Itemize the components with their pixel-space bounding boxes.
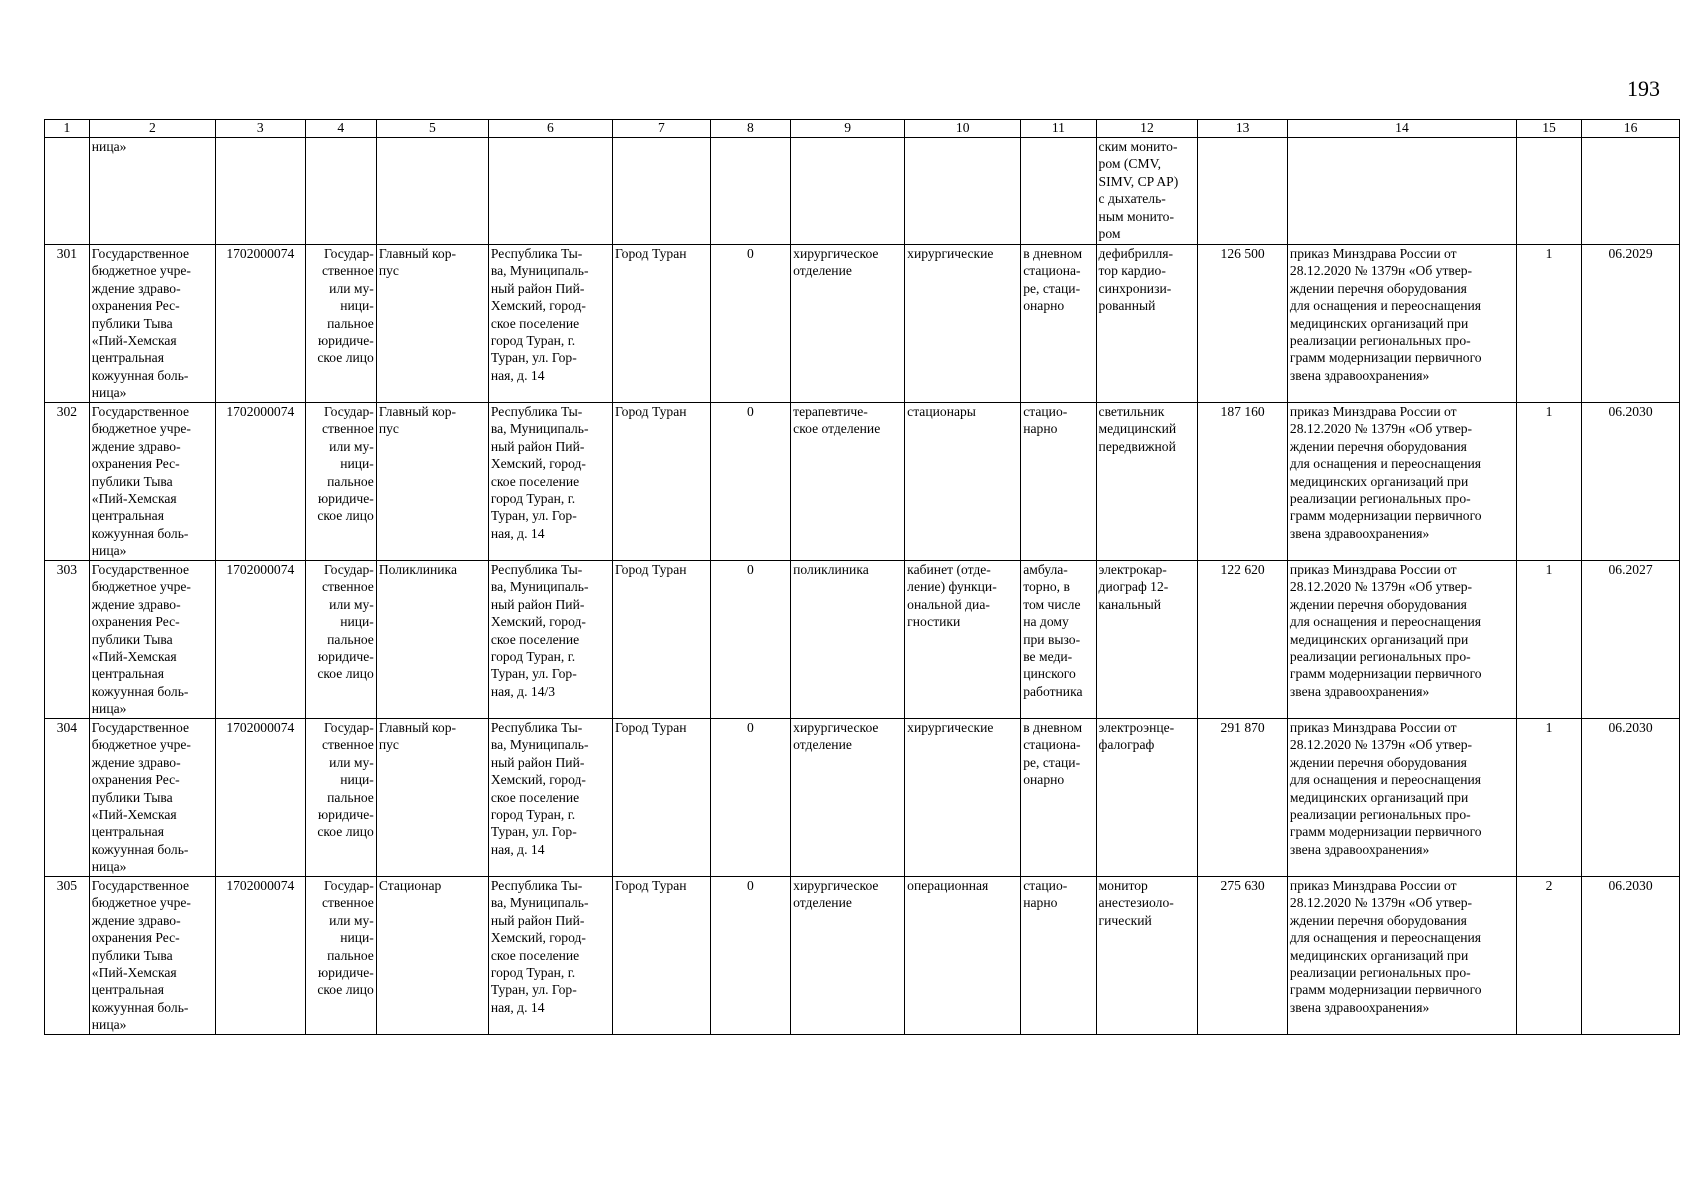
inn-cell: 1702000074 bbox=[216, 245, 306, 403]
org-name-cell: Государственное бюджетное учре- ждение здраво- охранения Рес- публики Тыва «Пий-Хемская центральная кожуунная боль- ница» bbox=[89, 245, 215, 403]
column-header: 3 bbox=[216, 120, 306, 138]
address-cell: Республика Ты- ва, Муниципаль- ный район Пий- Хемский, город- ское поселение город Туран, г. Туран, ул. Гор- ная, д. 14 bbox=[488, 403, 612, 561]
care-mode-cell: амбула- торно, в том числе на дому при вызо- ве меди- цинского работника bbox=[1021, 561, 1096, 719]
column-header: 15 bbox=[1516, 120, 1581, 138]
basis-cell: приказ Минздрава России от 28.12.2020 № 1379н «Об утвер- ждении перечня оборудования для оснащения и переоснащения медицинских организаций при реализации региональных про- грамм модернизации первичного звена здравоохранения» bbox=[1287, 877, 1516, 1035]
table-row bbox=[45, 561, 1680, 719]
department-cell: хирургическое отделение bbox=[791, 719, 905, 877]
continuation-row bbox=[45, 138, 1680, 245]
table-row bbox=[45, 245, 1680, 403]
building-cell: Главный кор- пус bbox=[376, 245, 488, 403]
basis-cell: приказ Минздрава России от 28.12.2020 № 1379н «Об утвер- ждении перечня оборудования для оснащения и переоснащения медицинских организаций при реализации региональных про- грамм модернизации первичного звена здравоохранения» bbox=[1287, 403, 1516, 561]
column-header: 11 bbox=[1021, 120, 1096, 138]
building-cell: Главный кор- пус bbox=[376, 719, 488, 877]
column-header: 1 bbox=[45, 120, 90, 138]
date-cell: 06.2030 bbox=[1582, 877, 1680, 1035]
unit-cell: операционная bbox=[905, 877, 1021, 1035]
basis-cell: приказ Минздрава России от 28.12.2020 № 1379н «Об утвер- ждении перечня оборудования для оснащения и переоснащения медицинских организаций при реализации региональных про- грамм модернизации первичного звена здравоохранения» bbox=[1287, 245, 1516, 403]
building-cell: Стационар bbox=[376, 877, 488, 1035]
address-cell: Республика Ты- ва, Муниципаль- ный район Пий- Хемский, город- ское поселение город Туран, г. Туран, ул. Гор- ная, д. 14/3 bbox=[488, 561, 612, 719]
table-cell bbox=[305, 138, 376, 245]
quantity-cell: 1 bbox=[1516, 561, 1581, 719]
locality-cell: Город Туран bbox=[613, 877, 711, 1035]
table-cell bbox=[1516, 138, 1581, 245]
column-header: 16 bbox=[1582, 120, 1680, 138]
row-number-cell: 304 bbox=[45, 719, 90, 877]
locality-cell: Город Туран bbox=[613, 719, 711, 877]
address-cell: Республика Ты- ва, Муниципаль- ный район Пий- Хемский, город- ское поселение город Туран, г. Туран, ул. Гор- ная, д. 14 bbox=[488, 719, 612, 877]
column-header: 2 bbox=[89, 120, 215, 138]
locality-cell: Город Туран bbox=[613, 561, 711, 719]
price-cell: 126 500 bbox=[1198, 245, 1288, 403]
equipment-cell: электроэнце- фалограф bbox=[1096, 719, 1198, 877]
department-cell: хирургическое отделение bbox=[791, 877, 905, 1035]
value-cell: 0 bbox=[710, 245, 790, 403]
building-cell: Главный кор- пус bbox=[376, 403, 488, 561]
owner-type-cell: Государ- ственное или му- ници- пальное юридиче- ское лицо bbox=[305, 719, 376, 877]
column-header: 12 bbox=[1096, 120, 1198, 138]
column-header: 8 bbox=[710, 120, 790, 138]
page-number: 193 bbox=[1627, 76, 1660, 101]
table-cell bbox=[488, 138, 612, 245]
quantity-cell: 1 bbox=[1516, 719, 1581, 877]
table-row bbox=[45, 877, 1680, 1035]
row-number-cell: 303 bbox=[45, 561, 90, 719]
org-name-cell: Государственное бюджетное учре- ждение здраво- охранения Рес- публики Тыва «Пий-Хемская центральная кожуунная боль- ница» bbox=[89, 561, 215, 719]
date-cell: 06.2027 bbox=[1582, 561, 1680, 719]
table-row bbox=[45, 719, 1680, 877]
unit-cell: стационары bbox=[905, 403, 1021, 561]
inn-cell: 1702000074 bbox=[216, 877, 306, 1035]
table-cell bbox=[1582, 138, 1680, 245]
owner-type-cell: Государ- ственное или му- ници- пальное юридиче- ское лицо bbox=[305, 403, 376, 561]
column-numbers-row bbox=[45, 120, 1680, 138]
address-cell: Республика Ты- ва, Муниципаль- ный район Пий- Хемский, город- ское поселение город Туран, г. Туран, ул. Гор- ная, д. 14 bbox=[488, 245, 612, 403]
table-cell bbox=[1287, 138, 1516, 245]
unit-cell: хирургические bbox=[905, 719, 1021, 877]
equipment-cell: светильник медицинский передвижной bbox=[1096, 403, 1198, 561]
quantity-cell: 1 bbox=[1516, 245, 1581, 403]
owner-type-cell: Государ- ственное или му- ници- пальное юридиче- ское лицо bbox=[305, 245, 376, 403]
org-name-cell: Государственное бюджетное учре- ждение здраво- охранения Рес- публики Тыва «Пий-Хемская центральная кожуунная боль- ница» bbox=[89, 403, 215, 561]
building-cell: Поликлиника bbox=[376, 561, 488, 719]
row-number-cell: 302 bbox=[45, 403, 90, 561]
column-header: 9 bbox=[791, 120, 905, 138]
price-cell: 291 870 bbox=[1198, 719, 1288, 877]
care-mode-cell: стацио- нарно bbox=[1021, 877, 1096, 1035]
table-cell bbox=[376, 138, 488, 245]
address-cell: Республика Ты- ва, Муниципаль- ный район Пий- Хемский, город- ское поселение город Туран, г. Туран, ул. Гор- ная, д. 14 bbox=[488, 877, 612, 1035]
locality-cell: Город Туран bbox=[613, 245, 711, 403]
value-cell: 0 bbox=[710, 719, 790, 877]
table-cell bbox=[1021, 138, 1096, 245]
table-cell bbox=[45, 138, 90, 245]
org-name-cell: ница» bbox=[89, 138, 215, 245]
basis-cell: приказ Минздрава России от 28.12.2020 № 1379н «Об утвер- ждении перечня оборудования для оснащения и переоснащения медицинских организаций при реализации региональных про- грамм модернизации первичного звена здравоохранения» bbox=[1287, 719, 1516, 877]
care-mode-cell: в дневном стациона- ре, стаци- онарно bbox=[1021, 245, 1096, 403]
table-cell bbox=[1198, 138, 1288, 245]
column-header: 5 bbox=[376, 120, 488, 138]
column-header: 14 bbox=[1287, 120, 1516, 138]
equipment-cell: электрокар- диограф 12- канальный bbox=[1096, 561, 1198, 719]
basis-cell: приказ Минздрава России от 28.12.2020 № 1379н «Об утвер- ждении перечня оборудования для оснащения и переоснащения медицинских организаций при реализации региональных про- грамм модернизации первичного звена здравоохранения» bbox=[1287, 561, 1516, 719]
quantity-cell: 1 bbox=[1516, 403, 1581, 561]
date-cell: 06.2030 bbox=[1582, 719, 1680, 877]
column-header: 13 bbox=[1198, 120, 1288, 138]
equipment-table bbox=[44, 119, 1680, 1035]
column-header: 4 bbox=[305, 120, 376, 138]
locality-cell: Город Туран bbox=[613, 403, 711, 561]
column-header: 7 bbox=[613, 120, 711, 138]
date-cell: 06.2029 bbox=[1582, 245, 1680, 403]
owner-type-cell: Государ- ственное или му- ници- пальное юридиче- ское лицо bbox=[305, 561, 376, 719]
org-name-cell: Государственное бюджетное учре- ждение здраво- охранения Рес- публики Тыва «Пий-Хемская центральная кожуунная боль- ница» bbox=[89, 719, 215, 877]
inn-cell: 1702000074 bbox=[216, 719, 306, 877]
column-header: 6 bbox=[488, 120, 612, 138]
care-mode-cell: в дневном стациона- ре, стаци- онарно bbox=[1021, 719, 1096, 877]
quantity-cell: 2 bbox=[1516, 877, 1581, 1035]
inn-cell: 1702000074 bbox=[216, 561, 306, 719]
department-cell: поликлиника bbox=[791, 561, 905, 719]
equipment-cell: ским монито- ром (CMV, SIMV, CP AP) с дыхатель- ным монито- ром bbox=[1096, 138, 1198, 245]
price-cell: 122 620 bbox=[1198, 561, 1288, 719]
price-cell: 275 630 bbox=[1198, 877, 1288, 1035]
care-mode-cell: стацио- нарно bbox=[1021, 403, 1096, 561]
table-cell bbox=[905, 138, 1021, 245]
value-cell: 0 bbox=[710, 877, 790, 1035]
unit-cell: хирургические bbox=[905, 245, 1021, 403]
table-cell bbox=[613, 138, 711, 245]
column-header: 10 bbox=[905, 120, 1021, 138]
owner-type-cell: Государ- ственное или му- ници- пальное юридиче- ское лицо bbox=[305, 877, 376, 1035]
value-cell: 0 bbox=[710, 561, 790, 719]
department-cell: терапевтиче- ское отделение bbox=[791, 403, 905, 561]
department-cell: хирургическое отделение bbox=[791, 245, 905, 403]
row-number-cell: 305 bbox=[45, 877, 90, 1035]
row-number-cell: 301 bbox=[45, 245, 90, 403]
inn-cell: 1702000074 bbox=[216, 403, 306, 561]
table-cell bbox=[710, 138, 790, 245]
table-row bbox=[45, 403, 1680, 561]
table-cell bbox=[216, 138, 306, 245]
value-cell: 0 bbox=[710, 403, 790, 561]
table-cell bbox=[791, 138, 905, 245]
org-name-cell: Государственное бюджетное учре- ждение здраво- охранения Рес- публики Тыва «Пий-Хемская центральная кожуунная боль- ница» bbox=[89, 877, 215, 1035]
date-cell: 06.2030 bbox=[1582, 403, 1680, 561]
equipment-cell: монитор анестезиоло- гический bbox=[1096, 877, 1198, 1035]
equipment-cell: дефибрилля- тор кардио- синхронизи- рованный bbox=[1096, 245, 1198, 403]
unit-cell: кабинет (отде- ление) функци- ональной диа- гностики bbox=[905, 561, 1021, 719]
price-cell: 187 160 bbox=[1198, 403, 1288, 561]
